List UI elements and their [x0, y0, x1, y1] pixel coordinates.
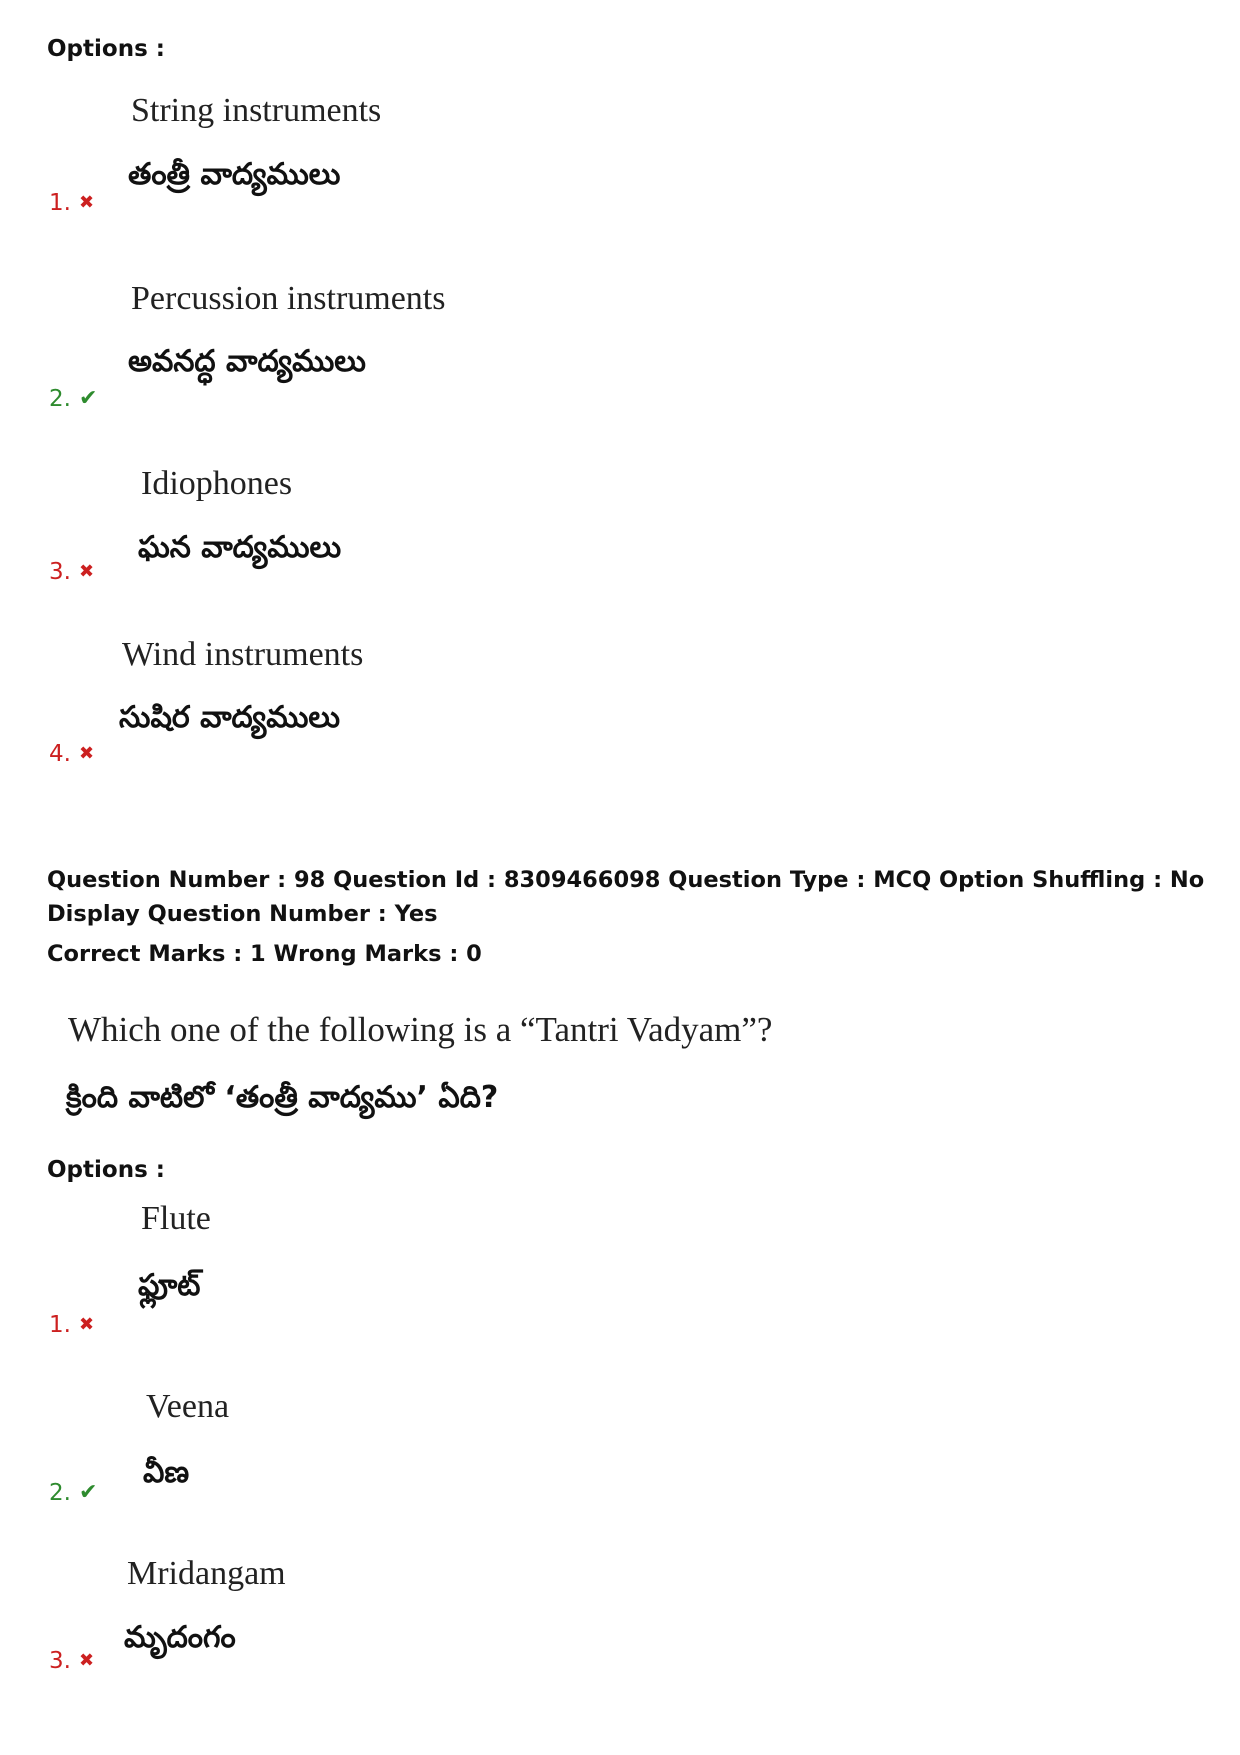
option-3-telugu: ఘన వాద్యములు [138, 530, 342, 565]
option-number: 1. [49, 190, 71, 216]
question-marks: Correct Marks : 1 Wrong Marks : 0 [47, 941, 482, 967]
cross-icon: ✖ [78, 1650, 95, 1671]
option-number: 2. [49, 386, 71, 412]
option-number: 3. [49, 1648, 71, 1674]
option-2-marker [49, 1480, 97, 1506]
option-2-english: Veena [146, 1388, 230, 1425]
option-number: 1. [49, 1312, 71, 1338]
option-3-marker [49, 1648, 94, 1674]
cross-icon: ✖ [78, 743, 95, 764]
option-number: 2. [49, 1480, 71, 1506]
check-icon: ✔ [78, 386, 98, 411]
question-telugu: క్రింది వాటిలో ‘తంత్రీ వాద్యము’ ఏది? [66, 1080, 499, 1115]
question-meta-line-2: Display Question Number : Yes [47, 901, 438, 927]
option-3-english: Mridangam [127, 1555, 286, 1592]
option-1-telugu: తంత్రీ వాద్యములు [128, 157, 341, 192]
option-4-english: Wind instruments [122, 636, 364, 673]
question-meta-line-1: Question Number : 98 Question Id : 8309466098 Question Type : MCQ Option Shuffling : No [47, 867, 1205, 893]
question-english: Which one of the following is a “Tantri Vadyam”? [68, 1010, 773, 1049]
option-2-telugu: అవనద్ధ వాద్యములు [128, 344, 366, 379]
cross-icon: ✖ [78, 192, 95, 213]
option-2-telugu: వీణ [143, 1455, 190, 1490]
option-number: 4. [49, 741, 71, 767]
option-4-telugu: సుషిర వాద్యములు [119, 700, 340, 735]
options-label: Options : [47, 1157, 165, 1183]
option-3-english: Idiophones [141, 465, 293, 502]
option-number: 3. [49, 559, 71, 585]
cross-icon: ✖ [78, 561, 95, 582]
option-1-english: String instruments [131, 92, 382, 129]
option-1-marker [49, 190, 94, 216]
option-1-telugu: ఫ్లూట్ [138, 1268, 201, 1303]
option-1-english: Flute [141, 1200, 211, 1237]
option-3-marker [49, 559, 94, 585]
option-4-marker [49, 741, 94, 767]
cross-icon: ✖ [78, 1314, 95, 1335]
option-1-marker [49, 1312, 94, 1338]
option-3-telugu: మృదంగం [124, 1620, 236, 1655]
option-2-marker [49, 386, 97, 412]
option-2-english: Percussion instruments [131, 280, 446, 317]
options-label: Options : [47, 36, 165, 62]
check-icon: ✔ [78, 1480, 98, 1505]
